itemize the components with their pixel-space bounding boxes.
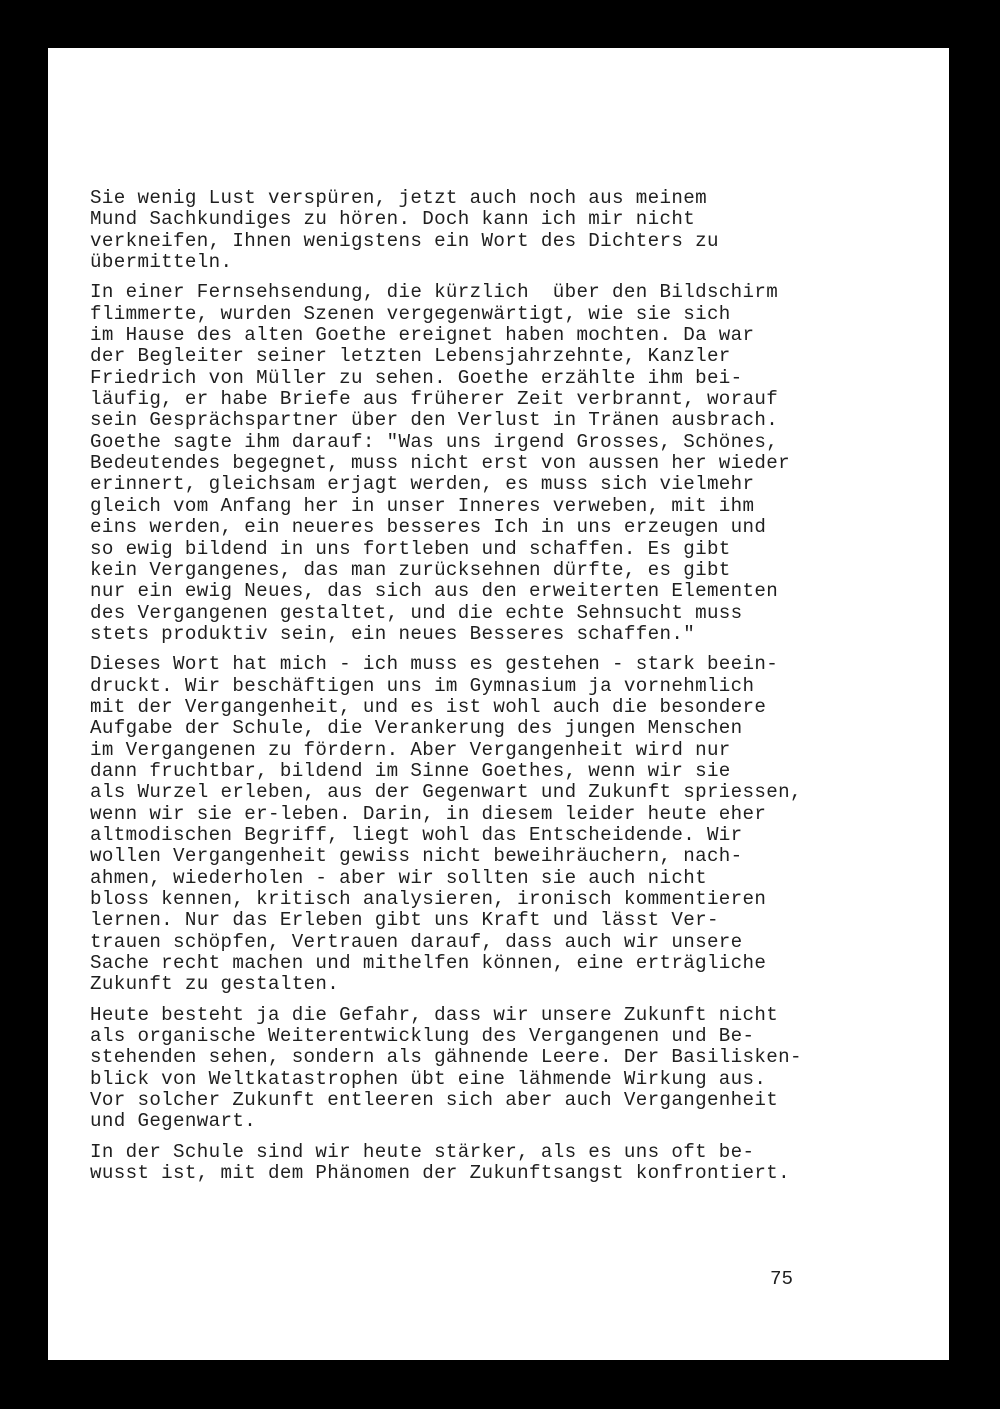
paragraph-1 (90, 188, 910, 273)
text-line: sein Gesprächspartner über den Verlust in Tränen ausbrach. (90, 409, 779, 432)
paragraph-3 (90, 654, 910, 996)
body-text (90, 188, 910, 1193)
text-line: wusst ist, mit dem Phänomen der Zukunftsangst konfrontiert. (90, 1162, 790, 1185)
text-line: nur ein ewig Neues, das sich aus den erweiterten Elementen (90, 580, 779, 603)
text-line: mit der Vergangenheit, und es ist wohl auch die besondere (90, 695, 767, 718)
text-line: eins werden, ein neueres besseres Ich in uns erzeugen und (90, 516, 767, 539)
text-line: und Gegenwart. (90, 1110, 257, 1133)
text-line: wollen Vergangenheit gewiss nicht beweihräuchern, nach- (90, 845, 743, 868)
page-number: 75 (770, 1268, 794, 1290)
text-line: Dieses Wort hat mich - ich muss es gestehen - stark beein- (90, 653, 779, 676)
text-line: kein Vergangenes, das man zurücksehnen dürfte, es gibt (90, 558, 731, 581)
text-line: gleich vom Anfang her in unser Inneres verweben, mit ihm (90, 494, 755, 517)
text-line: der Begleiter seiner letzten Lebensjahrzehnte, Kanzler (90, 345, 731, 368)
text-line: lernen. Nur das Erleben gibt uns Kraft und lässt Ver- (90, 909, 719, 932)
text-line: im Vergangenen zu fördern. Aber Vergangenheit wird nur (90, 738, 731, 761)
text-line: Sache recht machen und mithelfen können, eine erträgliche (90, 952, 767, 975)
text-line: blick von Weltkatastrophen übt eine lähmende Wirkung aus. (90, 1067, 767, 1090)
paragraph-5 (90, 1142, 910, 1185)
text-line: wenn wir sie er-leben. Darin, in diesem leider heute eher (90, 802, 767, 825)
text-line: ahmen, wiederholen - aber wir sollten sie auch nicht (90, 866, 707, 889)
text-line: trauen schöpfen, Vertrauen darauf, dass auch wir unsere (90, 930, 743, 953)
text-line: erinnert, gleichsam erjagt werden, es muss sich vielmehr (90, 473, 755, 496)
text-line: altmodischen Begriff, liegt wohl das Entscheidende. Wir (90, 823, 743, 846)
text-line: als organische Weiterentwicklung des Vergangenen und Be- (90, 1025, 755, 1048)
text-line: des Vergangenen gestaltet, und die echte Sehnsucht muss (90, 601, 743, 624)
text-line: übermitteln. (90, 251, 233, 274)
text-line: im Hause des alten Goethe ereignet haben mochten. Da war (90, 324, 755, 347)
document-page (48, 48, 949, 1360)
text-line: läufig, er habe Briefe aus früherer Zeit verbrannt, worauf (90, 388, 779, 411)
text-line: als Wurzel erleben, aus der Gegenwart und Zukunft spriessen, (90, 781, 802, 804)
text-line: Friedrich von Müller zu sehen. Goethe erzählte ihm bei- (90, 366, 743, 389)
text-line: flimmerte, wurden Szenen vergegenwärtigt, wie sie sich (90, 302, 731, 325)
text-line: stehenden sehen, sondern als gähnende Leere. Der Basilisken- (90, 1046, 802, 1069)
text-line: Bedeutendes begegnet, muss nicht erst von aussen her wieder (90, 452, 790, 475)
text-line: In einer Fernsehsendung, die kürzlich über den Bildschirm (90, 281, 779, 304)
text-line: Goethe sagte ihm darauf: "Was uns irgend Grosses, Schönes, (90, 430, 779, 453)
text-line: Sie wenig Lust verspüren, jetzt auch noch aus meinem (90, 187, 707, 209)
text-line: dann fruchtbar, bildend im Sinne Goethes, wenn wir sie (90, 759, 731, 782)
text-line: Heute besteht ja die Gefahr, dass wir unsere Zukunft nicht (90, 1003, 779, 1026)
text-line: Mund Sachkundiges zu hören. Doch kann ich mir nicht (90, 208, 696, 231)
text-line: Aufgabe der Schule, die Verankerung des jungen Menschen (90, 717, 743, 740)
text-line: so ewig bildend in uns fortleben und schaffen. Es gibt (90, 537, 731, 560)
text-line: bloss kennen, kritisch analysieren, ironisch kommentieren (90, 888, 767, 910)
text-line: druckt. Wir beschäftigen uns im Gymnasium ja vornehmlich (90, 674, 755, 697)
text-line: Vor solcher Zukunft entleeren sich aber auch Vergangenheit (90, 1089, 779, 1112)
text-line: Zukunft zu gestalten. (90, 973, 340, 996)
text-line: verkneifen, Ihnen wenigstens ein Wort des Dichters zu (90, 229, 719, 252)
paragraph-4 (90, 1005, 910, 1133)
paragraph-2 (90, 282, 910, 645)
text-line: stets produktiv sein, ein neues Besseres schaffen." (90, 622, 696, 645)
text-line: In der Schule sind wir heute stärker, als es uns oft be- (90, 1140, 755, 1163)
